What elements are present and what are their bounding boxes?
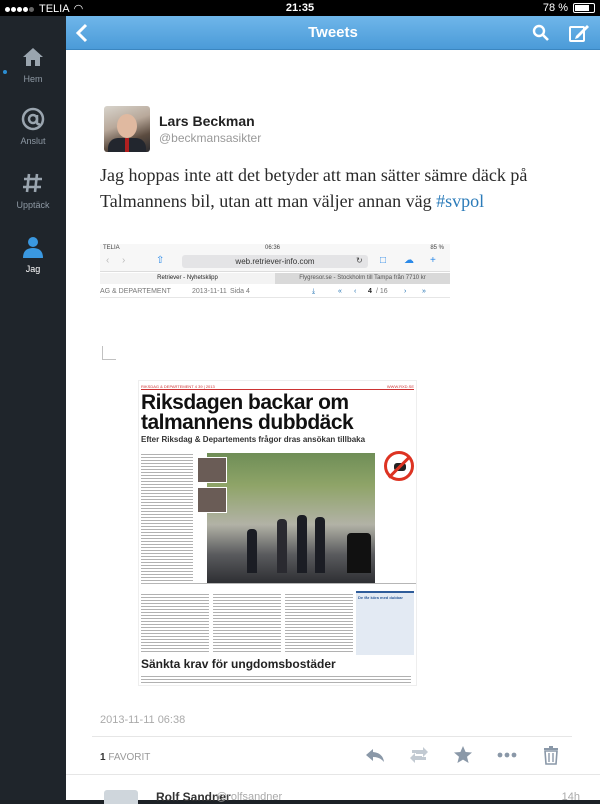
next-avatar[interactable] <box>104 790 138 804</box>
bottom-headline: Sänkta krav för ungdomsbostäder <box>141 657 336 671</box>
portrait-inset <box>197 487 227 513</box>
embed-next-icon: › <box>404 288 407 295</box>
avatar[interactable] <box>104 106 150 152</box>
portrait-inset <box>197 457 227 483</box>
tweet-timestamp: 2013-11-11 06:38 <box>100 714 186 726</box>
text-column <box>141 593 209 653</box>
search-icon[interactable] <box>532 24 550 42</box>
sidebar <box>0 16 66 800</box>
sidebar-label-home: Hem <box>23 74 43 84</box>
article-photo <box>207 453 375 583</box>
embed-download-icon: ⤓ <box>312 288 316 295</box>
sidebar-item-connect[interactable] <box>0 106 66 146</box>
embed-tab: Retriever - Nyhetsklipp <box>100 273 275 284</box>
divider <box>92 736 572 737</box>
reply-icon[interactable] <box>364 744 386 766</box>
page-header-left: RIKSDAG & DEPARTEMENT 4 39 | 2013 <box>141 384 215 389</box>
embed-first-icon: « <box>338 288 342 295</box>
embed-tabs <box>100 273 450 284</box>
delete-icon[interactable] <box>540 744 562 766</box>
battery-group <box>543 2 595 14</box>
text-column <box>141 675 411 683</box>
more-icon[interactable] <box>496 744 518 766</box>
embed-doc-date: 2013-11-11 <box>192 288 227 295</box>
divider <box>66 774 600 775</box>
text-column <box>285 593 353 653</box>
embed-clock: 06:36 <box>265 245 281 251</box>
text-column <box>141 453 193 583</box>
embed-cursor-mark <box>102 346 116 360</box>
home-icon <box>20 44 46 70</box>
retweet-icon[interactable] <box>408 744 430 766</box>
embed-forward-icon: › <box>122 255 126 266</box>
sidebar-item-me[interactable] <box>0 234 66 274</box>
embed-carrier: TELIA <box>103 245 120 251</box>
newspaper-page <box>138 380 417 686</box>
article-subhead: Efter Riksdag & Departements frågor dras ansökan tillbaka <box>141 435 366 444</box>
wifi-icon: ◠ <box>73 3 84 15</box>
sidebar-label-me: Jag <box>25 264 41 274</box>
embed-last-icon: » <box>422 288 426 295</box>
article-headline: Riksdagen backar om talmannens dubbdäck <box>141 391 354 434</box>
photo-caption <box>141 583 416 590</box>
favorite-star-icon[interactable] <box>452 744 474 766</box>
embed-doc-source: AG & DEPARTEMENT <box>100 288 171 295</box>
embed-battery: 85 % <box>430 245 444 251</box>
clock: 21:35 <box>285 2 315 14</box>
embed-cloud-icon: ☁ <box>404 255 414 266</box>
at-icon <box>20 106 46 132</box>
next-tweet-time: 14h <box>561 791 580 803</box>
favorites-number: 1 <box>100 752 106 763</box>
embed-bookmarks-icon: □ <box>380 255 387 266</box>
navbar <box>66 16 600 50</box>
embed-url: web.retriever-info.com <box>182 255 368 268</box>
battery-icon <box>573 3 595 13</box>
tweet-detail <box>66 50 600 804</box>
embed-doc-page: Sida 4 <box>230 288 250 295</box>
carrier-label: TELIA <box>39 2 70 15</box>
tweet-body: Jag hoppas inte att det betyder att man sätter sämre däck på Talmannens bil, utan att man väljer annan väg <box>100 165 528 211</box>
page-header-right: WWW.RXD.SE <box>386 384 414 389</box>
embed-doc-bar <box>100 286 450 298</box>
tweet-actions <box>356 744 586 766</box>
embed-newtab-icon: + <box>430 255 436 266</box>
sidebar-item-home[interactable] <box>0 44 66 84</box>
fact-box-title: De får köra med dubbar <box>358 595 403 600</box>
sidebar-item-discover[interactable] <box>0 170 66 210</box>
favorites-count[interactable] <box>100 752 150 763</box>
embed-reload-icon: ↻ <box>356 256 363 265</box>
next-author-name: Rolf Sandner <box>156 790 231 804</box>
favorites-label: FAVORIT <box>108 752 151 763</box>
sidebar-label-connect: Anslut <box>20 136 46 146</box>
hashtag-link[interactable]: #svpol <box>436 191 485 211</box>
tweet-panel <box>66 16 600 804</box>
page-header <box>141 384 414 390</box>
embed-browser-toolbar <box>100 252 450 272</box>
author-name[interactable]: Lars Beckman <box>159 113 255 129</box>
embed-back-icon: ‹ <box>106 255 110 266</box>
author-handle[interactable]: @beckmansasikter <box>159 131 262 145</box>
next-tweet[interactable] <box>66 790 600 804</box>
tweet-text <box>100 162 570 214</box>
battery-label: 78 % <box>542 2 568 14</box>
navbar-title: Tweets <box>308 24 358 41</box>
next-author-handle: @rolfsandner <box>216 791 283 803</box>
embed-page-current: 4 <box>368 288 372 295</box>
sidebar-label-discover: Upptäck <box>16 200 50 210</box>
tweet-media[interactable] <box>100 244 450 694</box>
compose-icon[interactable] <box>568 22 590 44</box>
embed-status-bar <box>100 244 450 252</box>
embed-prev-icon: ‹ <box>354 288 357 295</box>
embed-tab: Flygresor.se - Stockholm till Tampa från 7710 kr <box>299 275 426 281</box>
person-icon <box>20 234 46 260</box>
embed-share-icon: ⇧ <box>156 255 165 266</box>
hashtag-icon <box>20 170 46 196</box>
embed-page-total: / 16 <box>376 288 388 295</box>
status-bar <box>0 0 600 16</box>
fact-box <box>356 591 414 655</box>
text-column <box>213 593 281 653</box>
no-studded-tires-sign <box>384 451 414 481</box>
